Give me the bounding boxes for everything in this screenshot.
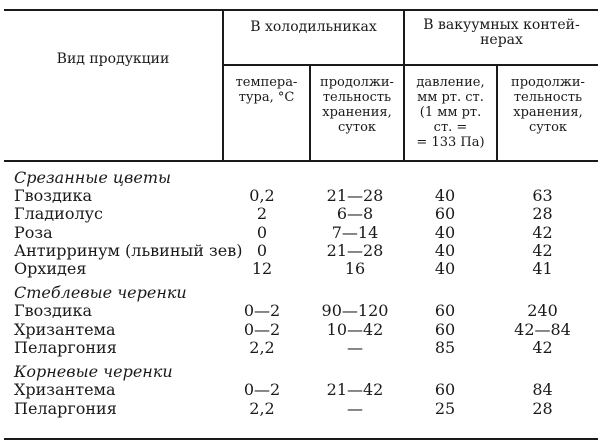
product-name-cell: Гвоздика <box>14 301 93 321</box>
vacuum-duration-cell: 42—84 <box>514 319 571 339</box>
group-title: Стеблевые черенки <box>14 283 187 303</box>
product-name-cell: Гладиолус <box>14 204 103 224</box>
vacuum-duration-cell: 84 <box>532 380 553 400</box>
header-fridge: В холодильниках <box>250 19 377 35</box>
product-name-cell: Орхидея <box>14 259 87 279</box>
fridge-duration-cell: 21—28 <box>326 186 384 205</box>
vacuum-pressure-cell: 85 <box>434 338 456 358</box>
header-product: Вид продукции <box>56 51 170 67</box>
vacuum-duration-cell: 63 <box>532 186 553 205</box>
table-body <box>0 168 600 418</box>
group-title: Срезанные цветы <box>14 168 172 187</box>
fridge-temp-cell: 12 <box>251 259 273 279</box>
table-bottom-rule <box>4 438 598 440</box>
header-bottom-rule <box>4 160 598 162</box>
fridge-duration-cell: 10—42 <box>326 319 384 339</box>
row-group <box>0 168 600 278</box>
vacuum-pressure-cell: 40 <box>434 186 456 205</box>
fridge-duration-cell: 16 <box>344 259 366 279</box>
header-sub-rule <box>223 64 598 66</box>
fridge-duration-cell: 6—8 <box>336 204 374 224</box>
product-name-cell: Пеларгония <box>14 398 117 418</box>
fridge-duration-cell: 21—42 <box>326 380 384 400</box>
vacuum-pressure-cell: 40 <box>434 222 456 242</box>
fridge-temp-cell: 0 <box>256 222 268 242</box>
fridge-temp-cell: 0—2 <box>243 380 281 400</box>
fridge-duration-cell: 90—120 <box>321 301 389 321</box>
fridge-temp-cell: 0—2 <box>243 301 281 321</box>
fridge-temp-cell: 2,2 <box>249 338 275 358</box>
vacuum-duration-cell: 240 <box>527 301 558 321</box>
product-name-cell: Гвоздика <box>14 186 93 205</box>
fridge-temp-cell: 2 <box>256 204 268 224</box>
product-name-cell: Хризантема <box>14 319 116 339</box>
table-row <box>0 400 600 418</box>
table-row <box>0 187 600 205</box>
table-row <box>0 321 600 339</box>
vacuum-pressure-cell: 25 <box>434 398 456 418</box>
table-row <box>0 242 600 260</box>
fridge-temp-cell: 0 <box>256 240 268 260</box>
fridge-temp-cell: 0,2 <box>249 186 275 205</box>
header-vacuum-duration: продолжи- тельность хранения, суток <box>511 75 585 135</box>
header-fridge-duration: продолжи- тельность хранения, суток <box>320 75 394 135</box>
table-row <box>0 224 600 242</box>
table-row <box>0 260 600 278</box>
table-row <box>0 302 600 320</box>
vacuum-duration-cell: 28 <box>532 398 553 418</box>
fridge-temp-cell: 2,2 <box>249 398 275 418</box>
fridge-temp-cell: 0—2 <box>243 319 281 339</box>
row-group <box>0 283 600 357</box>
fridge-duration-cell: 21—28 <box>326 240 384 260</box>
vacuum-pressure-cell: 60 <box>434 319 456 339</box>
product-name-cell: Пеларгония <box>14 338 117 358</box>
vacuum-pressure-cell: 60 <box>434 380 456 400</box>
vacuum-pressure-cell: 40 <box>434 259 456 279</box>
row-group <box>0 362 600 418</box>
product-name-cell: Антирринум (львиный зев) <box>14 240 243 260</box>
header-vacuum: В вакуумных контей- нерах <box>423 17 580 48</box>
vacuum-pressure-cell: 40 <box>434 240 456 260</box>
table-row <box>0 205 600 223</box>
table-row <box>0 339 600 357</box>
vacuum-pressure-cell: 60 <box>434 204 456 224</box>
fridge-duration-cell: 7—14 <box>331 222 379 242</box>
fridge-duration-cell: — <box>347 338 363 358</box>
vacuum-pressure-cell: 60 <box>434 301 456 321</box>
header-top-rule <box>4 9 598 11</box>
vacuum-duration-cell: 42 <box>532 222 553 242</box>
product-name-cell: Роза <box>14 222 53 242</box>
table-row <box>0 381 600 399</box>
vacuum-duration-cell: 28 <box>532 204 553 224</box>
header-fridge-temp: темпера- тура, °C <box>235 75 298 105</box>
group-title: Корневые черенки <box>14 362 173 382</box>
fridge-duration-cell: — <box>347 398 363 418</box>
product-name-cell: Хризантема <box>14 380 116 400</box>
vacuum-duration-cell: 42 <box>532 240 553 260</box>
vacuum-duration-cell: 41 <box>532 259 553 279</box>
header-vacuum-pressure: давление, мм рт. ст. (1 мм рт. ст. = = 133 Па) <box>416 75 485 150</box>
vacuum-duration-cell: 42 <box>532 338 553 358</box>
